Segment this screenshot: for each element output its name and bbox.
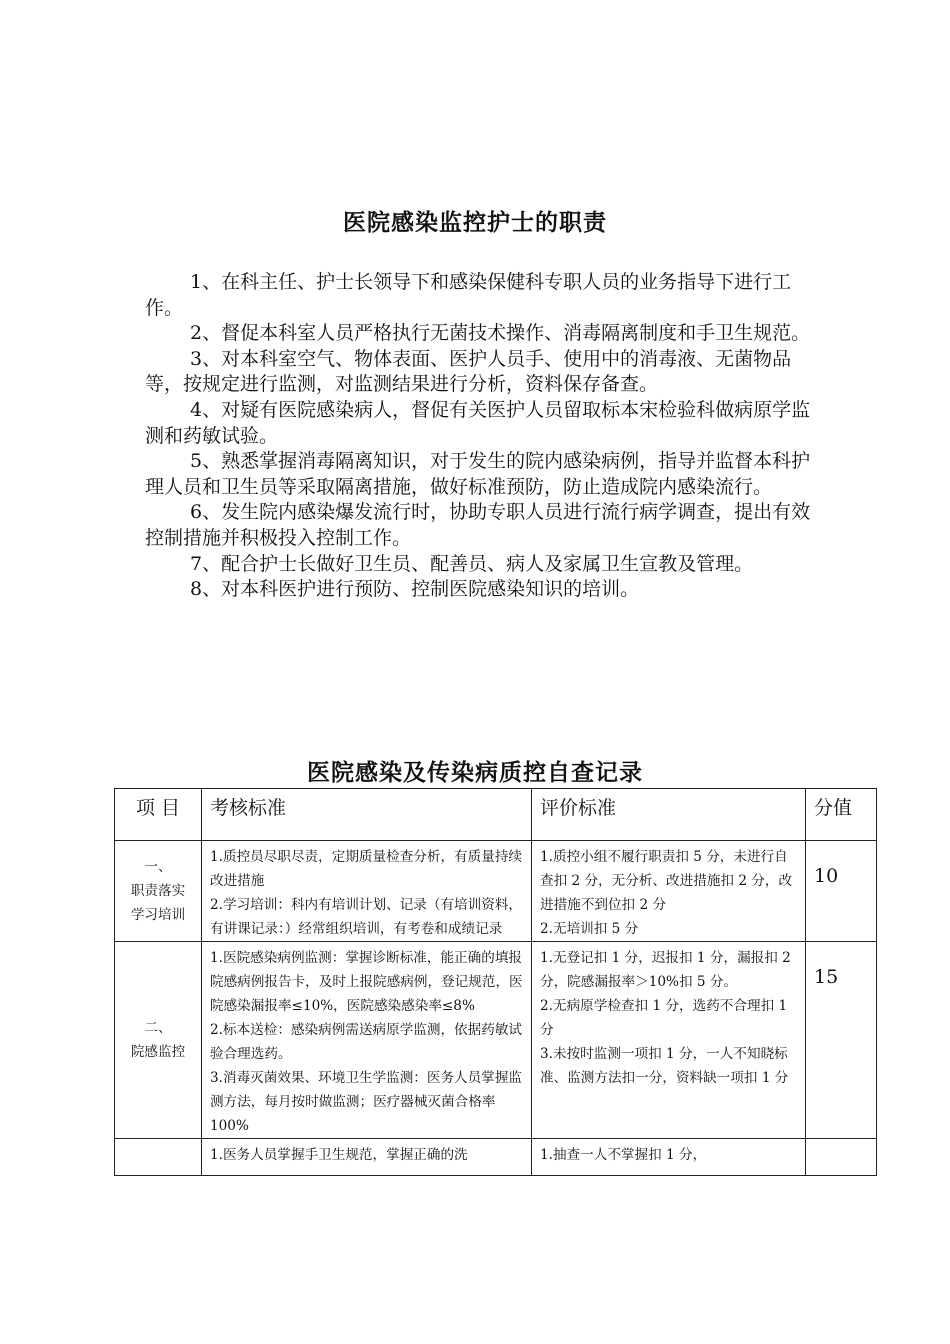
table-row — [115, 841, 877, 942]
item-label: 院感监控 — [130, 1044, 186, 1060]
duties-title: 医院感染监控护士的职责 — [343, 210, 607, 236]
duty-item: 7、配合护士长做好卫生员、配善员、病人及家属卫生宣教及管理。 — [190, 552, 754, 575]
score-cell: 15 — [806, 942, 877, 1139]
table-row — [115, 1139, 877, 1176]
standard-text: 1.质控员尽职尽责，定期质量检查分析，有质量持续改进措施 — [210, 849, 523, 889]
evaluation-text: 1.无登记扣 1 分，迟报扣 1 分，漏报扣 2 分，院感漏报率＞10%扣 5 分。 — [540, 950, 791, 990]
standard-text: 2.学习培训：科内有培训计划、记录（有培训资料，有讲课记录：）经常组织培训，有考卷和成绩记录 — [210, 897, 523, 937]
score-cell — [806, 1139, 877, 1176]
duty-item: 2、督促本科室人员严格执行无菌技术操作、消毒隔离制度和手卫生规范。 — [190, 322, 811, 345]
item-label: 职责落实 — [130, 883, 186, 899]
score-cell: 10 — [806, 841, 877, 942]
standard-text: 1.医院感染病例监测：掌握诊断标准，能正确的填报院感病例报告卡，及时上报院感病例，登记规范，医院感染漏报率≤10%，医院感染感染率≤8% — [210, 950, 523, 1014]
header-standard: 考核标准 — [202, 789, 532, 841]
duty-item: 8、对本科医护进行预防、控制医院感染知识的培训。 — [190, 578, 640, 601]
evaluation-cell — [532, 1139, 806, 1176]
item-cell — [115, 1139, 202, 1176]
evaluation-cell — [532, 841, 806, 942]
table-row — [115, 942, 877, 1139]
checklist-table — [114, 788, 877, 1176]
header-evaluation: 评价标准 — [532, 789, 806, 841]
item-number: 二、 — [144, 1020, 172, 1036]
item-number: 一、 — [144, 859, 172, 875]
duty-item: 5、熟悉掌握消毒隔离知识，对于发生的院内感染病例，指导并监督本科护理人员和卫生员等采取隔离措施，做好标准预防，防止造成院内感染流行。 — [145, 450, 811, 498]
standard-text: 3.消毒灭菌效果、环境卫生学监测：医务人员掌握监测方法，每月按时做监测；医疗器械灭菌合格率 100% — [210, 1070, 523, 1134]
item-cell — [115, 841, 202, 942]
header-item: 项 目 — [115, 789, 202, 841]
item-label: 学习培训 — [130, 907, 186, 923]
item-cell — [115, 942, 202, 1139]
duties-list — [145, 270, 820, 603]
standard-text: 1.医务人员掌握手卫生规范，掌握正确的洗 — [210, 1147, 468, 1163]
standard-cell — [202, 1139, 532, 1176]
duty-item: 1、在科主任、护士长领导下和感染保健科专职人员的业务指导下进行工作。 — [145, 271, 792, 319]
evaluation-text: 2.无培训扣 5 分 — [540, 921, 639, 937]
header-score: 分值 — [806, 789, 877, 841]
duty-item: 6、发生院内感染爆发流行时，协助专职人员进行流行病学调查，提出有效控制措施并积极投入控制工作。 — [145, 501, 811, 549]
standard-text: 2.标本送检：感染病例需送病原学监测，依据药敏试验合理选药。 — [210, 1022, 523, 1062]
checklist-title: 医院感染及传染病质控自查记录 — [307, 760, 643, 786]
evaluation-text: 3.未按时监测一项扣 1 分，一人不知晓标准、监测方法扣一分，资料缺一项扣 1 分 — [540, 1046, 789, 1086]
evaluation-text: 1.抽查一人不掌握扣 1 分， — [540, 1147, 707, 1163]
evaluation-text: 2.无病原学检查扣 1 分，选药不合理扣 1 分 — [540, 998, 788, 1038]
table-header-row — [115, 789, 877, 841]
evaluation-cell — [532, 942, 806, 1139]
standard-cell — [202, 841, 532, 942]
evaluation-text: 1.质控小组不履行职责扣 5 分，未进行自查扣 2 分，无分析、改进措施扣 2 分，改进措施不到位扣 2 分 — [540, 849, 793, 913]
duty-item: 3、对本科室空气、物体表面、医护人员手、使用中的消毒液、无菌物品等，按规定进行监测，对监测结果进行分析，资料保存备查。 — [145, 347, 792, 396]
duty-item: 4、对疑有医院感染病人，督促有关医护人员留取标本宋检验科做病原学监测和药敏试验。 — [145, 398, 811, 447]
standard-cell — [202, 942, 532, 1139]
